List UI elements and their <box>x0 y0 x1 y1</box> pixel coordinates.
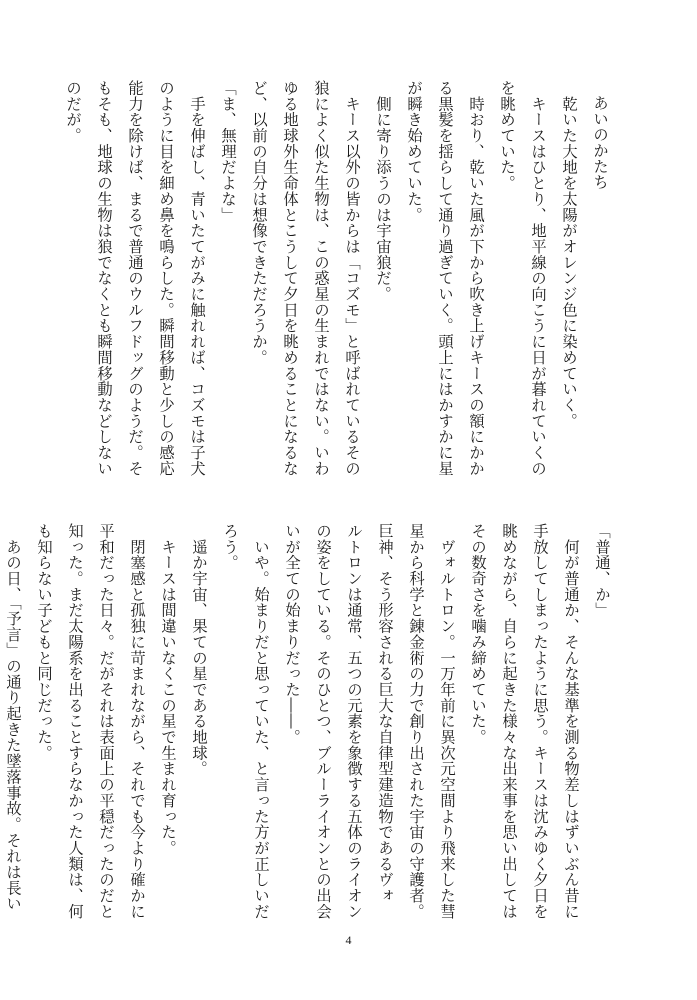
text-line: キースは間違いなくこの星で生まれ育った。 <box>159 523 177 856</box>
text-line: も知らない子どもと同じだった。 <box>35 523 53 761</box>
text-line: 巨神、そう形容される巨大な自律型建造物であるヴォ <box>376 523 394 904</box>
text-line: 何が普通か、そんな基準を測る物差しはずいぶん昔に <box>562 523 580 920</box>
text-line: ヴォルトロン。一万年前に異次元空間より飛来した彗 <box>438 523 456 920</box>
text-line: もそも、地球の生物は狼でなくとも瞬間移動などしない <box>95 80 113 477</box>
text-line: 能力を除けば、まるで普通のウルフドッグのようだ。そ <box>126 80 144 477</box>
text-line: その数奇さを噛み締めていた。 <box>469 523 487 745</box>
text-line: 眺めながら、自らに起きた様々な出来事を思い出しては <box>500 523 518 920</box>
text-line: 星から科学と錬金術の力で創り出された宇宙の守護者。 <box>407 523 425 920</box>
story-title: あいのかたち <box>591 95 609 191</box>
text-line: のように目を細め鼻を鳴らした。瞬間移動と少しの感応 <box>157 80 175 477</box>
text-line: を眺めていた。 <box>498 80 516 191</box>
text-line: キースはひとり、地平線の向こうに日が暮れていくの <box>529 80 547 477</box>
text-line: 乾いた大地を太陽がオレンジ色に染めていく。 <box>560 80 578 429</box>
bottom-text-block <box>4 523 617 963</box>
text-line: 平和だった日々。だがそれは表面上の平穏だったのだと <box>97 523 115 920</box>
text-line: 遥か宇宙、果ての星である地球。 <box>190 523 208 777</box>
text-line: 狼によく似た生物は、この惑星の生まれではない。いわ <box>312 80 330 477</box>
text-line: る黒髪を揺らして通り過ぎていく。頭上にはかすかに星 <box>436 80 454 477</box>
text-line: 手を伸ばし、青いたてがみに触れれば、コズモは子犬 <box>188 80 206 477</box>
top-text-block <box>64 80 615 520</box>
text-line: の姿をしている。そのひとつ、ブルーライオンとの出会 <box>314 523 332 920</box>
text-line: いや。始まりだと思っていた、と言った方が正しいだ <box>252 523 270 920</box>
text-line: ろう。 <box>221 523 239 571</box>
page-number: 4 <box>345 933 352 947</box>
text-line: 側に寄り添うのは宇宙狼だ。 <box>374 80 392 302</box>
text-line: ルトロンは通常、五つの元素を象徴する五体のライオン <box>345 523 363 920</box>
text-line: いが全ての始まりだった――。 <box>283 523 301 745</box>
text-line: ゆる地球外生命体とこうして夕日を眺めることになるな <box>281 80 299 477</box>
text-line: 手放してしまったように思う。キースは沈みゆく夕日を <box>531 523 549 920</box>
dialogue-line: 「普通、か」 <box>593 523 611 619</box>
text-line: キース以外の皆からは「コズモ」と呼ばれているその <box>343 80 361 477</box>
text-line: あの日、「予言」の通り起きた墜落事故。それは長い <box>4 523 22 912</box>
text-line: 時おり、乾いた風が下から吹き上げキースの額にかか <box>467 80 485 477</box>
dialogue-line: 「ま、無理だよな」 <box>219 80 237 223</box>
text-line: が瞬き始めていた。 <box>405 80 423 223</box>
text-line: 閉塞感と孤独に苛まれながら、それでも今より確かに <box>128 523 146 920</box>
text-line: ど、以前の自分は想像できただろうか。 <box>250 80 268 366</box>
text-line: 知った。まだ太陽系を出ることすらなかった人類は、何 <box>66 523 84 920</box>
text-line: のだが。 <box>64 80 82 144</box>
